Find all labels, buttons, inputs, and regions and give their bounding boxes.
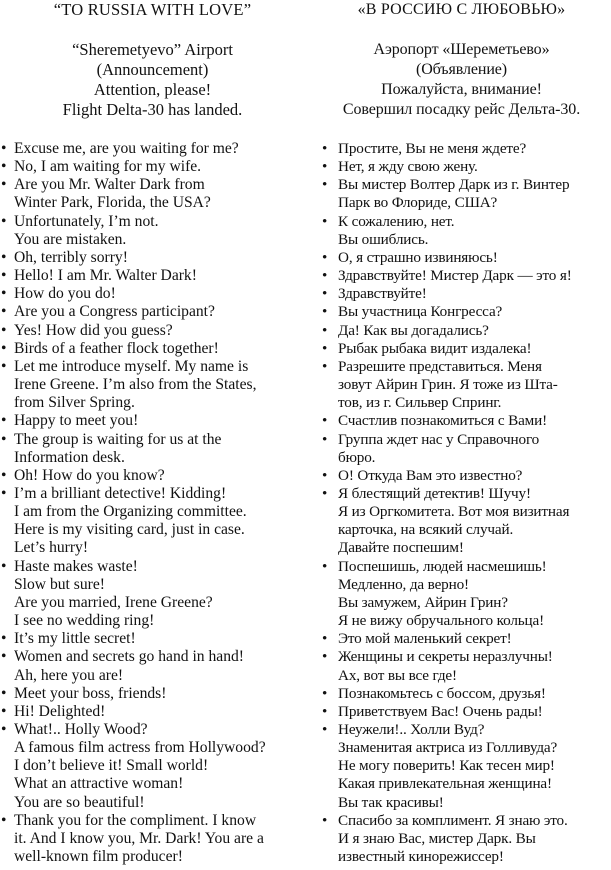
dialogue-item [312, 431, 611, 467]
dialogue-line: Ах, вот вы все где! [338, 666, 457, 684]
dialogue-line: • Нет, я жду свою жену. [338, 158, 478, 176]
dialogue-line: • Вы участница Конгресса? [338, 303, 503, 321]
dialogue-item [312, 285, 611, 303]
dialogue-item [312, 340, 611, 358]
dialogue-line: Знаменитая актриса из Голливуда? [338, 739, 558, 757]
dialogue-line: • Вы мистер Волтер Дарк из г. Винтер [338, 176, 570, 194]
dialogue-line: зовут Айрин Грин. Я тоже из Шта- [338, 376, 558, 394]
dialogue-line: • О! Откуда Вам это известно? [338, 466, 523, 484]
dialogue-item [312, 158, 611, 176]
dialogue-item [0, 322, 305, 340]
russian-dialogue-list [312, 140, 611, 866]
dialogue-line: • Счастлив познакомиться с Вами! [338, 412, 548, 430]
dialogue-line: • Thank you for the compliment. I know [14, 811, 257, 829]
dialogue-item [0, 485, 305, 558]
dialogue-line: • Простите, Вы не меня ждете? [338, 140, 527, 157]
dialogue-line: • Разрешите представиться. Меня [338, 357, 542, 375]
dialogue-line: карточка, на всякий случай. [338, 521, 514, 539]
dialogue-item [0, 249, 305, 267]
dialogue-line: • Are you Mr. Walter Dark from [14, 176, 205, 194]
dialogue-line: • Hi! Delighted! [14, 702, 106, 720]
dialogue-line: • Это мой маленький секрет! [338, 630, 512, 648]
dialogue-line: • Поспешишь, людей насмешишь! [338, 557, 547, 575]
dialogue-line: • The group is waiting for us at the [14, 430, 222, 448]
dialogue-line: бюро. [338, 448, 376, 466]
english-column [0, 0, 305, 866]
dialogue-item [0, 703, 305, 721]
header-line: Аэропорт «Шереметьево» [373, 41, 550, 58]
header-line: (Announcement) [96, 60, 209, 79]
dialogue-line: it. And I know you, Mr. Dark! You are a [14, 829, 264, 847]
dialogue-line: Here is my visiting card, just in case. [14, 521, 245, 539]
dialogue-line: Вы замужем, Айрин Грин? [338, 593, 508, 611]
dialogue-line: • Я блестящий детектив! Шучу! [338, 484, 531, 502]
dialogue-item [312, 213, 611, 249]
dialogue-item [312, 648, 611, 684]
dialogue-line: • Неужели!.. Холли Вуд? [338, 721, 485, 738]
dialogue-line: A famous film actress from Hollywood? [14, 739, 266, 757]
dialogue-line: well-known film producer! [14, 848, 183, 866]
dialogue-item [0, 685, 305, 703]
dialogue-line: известный кинорежиссер! [338, 848, 504, 866]
dialogue-line: Давайте поспешим! [338, 539, 464, 557]
dialogue-item [0, 267, 305, 285]
dialogue-item [0, 648, 305, 684]
header-line: Flight Delta-30 has landed. [62, 100, 243, 119]
dialogue-line: • Рыбак рыбака видит издалека! [338, 339, 532, 357]
dialogue-line: Irene Greene. I’m also from the States, [14, 376, 257, 394]
dialogue-line: Какая привлекательная женщина! [338, 775, 552, 793]
dialogue-line: Я не вижу обручального кольца! [338, 612, 544, 630]
dialogue-item [0, 303, 305, 321]
dialogue-line: • Познакомьтесь с боссом, друзья! [338, 684, 546, 702]
dialogue-line: I am from the Organizing committee. [14, 503, 247, 521]
dialogue-line: Winter Park, Florida, the USA? [14, 194, 211, 212]
dialogue-item [312, 358, 611, 412]
english-header [0, 0, 305, 120]
dialogue-line: • Birds of a feather flock together! [14, 339, 219, 357]
dialogue-line: • It’s my little secret! [14, 630, 136, 648]
dialogue-line: • К сожалению, нет. [338, 212, 455, 230]
dialogue-line: Ah, here you are! [14, 666, 124, 684]
dialogue-line: • Здравствуйте! [338, 285, 427, 303]
russian-column [312, 0, 611, 866]
dialogue-line: • What!.. Holly Wood? [14, 721, 148, 738]
dialogue-item [0, 558, 305, 631]
dialogue-line: Information desk. [14, 448, 125, 466]
dialogue-line: • Спасибо за комплимент. Я знаю это. [338, 811, 568, 829]
dialogue-line: • Oh! How do you know? [14, 466, 165, 484]
dialogue-item [312, 721, 611, 812]
header-line: Совершил посадку рейс Дельта-30. [342, 101, 581, 118]
dialogue-item [312, 558, 611, 631]
dialogue-line: • Happy to meet you! [14, 412, 139, 430]
dialogue-line: • Meet your boss, friends! [14, 684, 167, 702]
dialogue-item [0, 721, 305, 812]
dialogue-line: • Unfortunately, I’m not. [14, 212, 159, 230]
dialogue-line: from Silver Spring. [14, 394, 135, 412]
dialogue-line: • Let me introduce myself. My name is [14, 357, 249, 375]
dialogue-line: • How do you do! [14, 285, 116, 303]
russian-header [312, 0, 611, 120]
russian-title: «В РОССИЮ С ЛЮБОВЬЮ» [357, 1, 566, 18]
dialogue-line: • No, I am waiting for my wife. [14, 158, 202, 176]
header-line: Пожалуйста, внимание! [381, 81, 542, 98]
header-line: “Sheremetyevo” Airport [72, 40, 233, 59]
dialogue-item [312, 322, 611, 340]
dialogue-line: You are so beautiful! [14, 793, 145, 811]
english-dialogue-list [0, 140, 305, 866]
dialogue-line: I don’t believe it! Small world! [14, 757, 209, 775]
dialogue-line: • Excuse me, are you waiting for me? [14, 140, 239, 157]
dialogue-item [312, 303, 611, 321]
dialogue-item [0, 812, 305, 866]
dialogue-item [0, 358, 305, 412]
dialogue-item [312, 485, 611, 558]
dialogue-line: • Oh, terribly sorry! [14, 248, 128, 266]
dialogue-line: • I’m a brilliant detective! Kidding! [14, 484, 227, 502]
dialogue-line: I see no wedding ring! [14, 612, 155, 630]
dialogue-line: You are mistaken. [14, 230, 127, 248]
dialogue-item [0, 213, 305, 249]
dialogue-line: тов, из г. Сильвер Спринг. [338, 394, 502, 412]
dialogue-line: • Haste makes waste! [14, 557, 138, 575]
dialogue-line: • Are you a Congress participant? [14, 303, 215, 321]
dialogue-line: • Женщины и секреты неразлучны! [338, 648, 553, 666]
dialogue-item [312, 267, 611, 285]
dialogue-line: Медленно, да верно! [338, 575, 469, 593]
dialogue-line: • Приветствуем Вас! Очень рады! [338, 702, 543, 720]
dialogue-line: • Hello! I am Mr. Walter Dark! [14, 267, 197, 285]
dialogue-line: Вы ошиблись. [338, 230, 429, 248]
dialogue-item [0, 630, 305, 648]
english-title: “TO RUSSIA WITH LOVE” [53, 0, 252, 19]
dialogue-line: What an attractive woman! [14, 775, 184, 793]
dialogue-item [0, 467, 305, 485]
dialogue-item [312, 685, 611, 703]
dialogue-item [0, 340, 305, 358]
dialogue-line: Are you married, Irene Greene? [14, 593, 213, 611]
dialogue-item [312, 467, 611, 485]
dialogue-item [312, 249, 611, 267]
dialogue-item [0, 140, 305, 158]
dialogue-line: Парк во Флориде, США? [338, 194, 498, 212]
dialogue-item [0, 412, 305, 430]
dialogue-line: Вы так красивы! [338, 793, 444, 811]
dialogue-item [0, 158, 305, 176]
dialogue-item [0, 285, 305, 303]
dialogue-line: • Да! Как вы догадались? [338, 321, 489, 339]
dialogue-item [312, 176, 611, 212]
dialogue-line: • Women and secrets go hand in hand! [14, 648, 244, 666]
dialogue-line: Let’s hurry! [14, 539, 89, 557]
dialogue-item [312, 812, 611, 866]
dialogue-line: Не могу поверить! Как тесен мир! [338, 757, 555, 775]
header-line: (Объявление) [415, 61, 508, 78]
dialogue-line: И я знаю Вас, мистер Дарк. Вы [338, 829, 536, 847]
dialogue-item [312, 630, 611, 648]
dialogue-line: Я из Оргкомитета. Вот моя визитная [338, 503, 570, 521]
dialogue-item [0, 431, 305, 467]
dialogue-line: • Группа ждет нас у Справочного [338, 430, 540, 448]
dialogue-item [312, 412, 611, 430]
dialogue-item [312, 703, 611, 721]
dialogue-line: • О, я страшно извиняюсь! [338, 248, 498, 266]
dialogue-item [312, 140, 611, 158]
dialogue-line: Slow but sure! [14, 575, 105, 593]
header-line: Attention, please! [93, 80, 212, 99]
dialogue-item [0, 176, 305, 212]
dialogue-line: • Здравствуйте! Мистер Дарк — это я! [338, 267, 572, 285]
dialogue-line: • Yes! How did you guess? [14, 321, 173, 339]
